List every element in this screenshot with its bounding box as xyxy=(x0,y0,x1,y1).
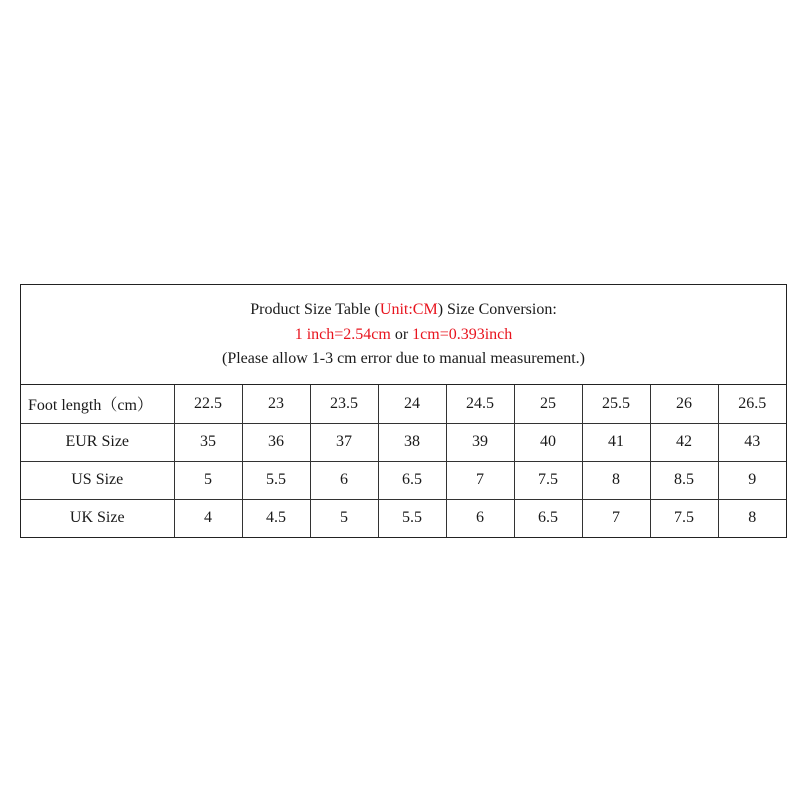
table-cell: 7 xyxy=(582,499,650,537)
row-label: UK Size xyxy=(21,499,174,537)
table-cell: 42 xyxy=(650,423,718,461)
table-cell: 38 xyxy=(378,423,446,461)
table-row-uk-size xyxy=(21,499,786,537)
row-label: US Size xyxy=(21,461,174,499)
table-cell: 24 xyxy=(378,385,446,423)
table-cell: 39 xyxy=(446,423,514,461)
chart-header xyxy=(21,285,786,385)
table-cell: 7 xyxy=(446,461,514,499)
table-cell: 8 xyxy=(582,461,650,499)
table-cell: 9 xyxy=(718,461,786,499)
cm-to-inch: 1cm=0.393inch xyxy=(412,325,513,343)
table-row-us-size xyxy=(21,461,786,499)
table-cell: 23.5 xyxy=(310,385,378,423)
table-cell: 6.5 xyxy=(514,499,582,537)
header-disclaimer: (Please allow 1-3 cm error due to manual measurement.) xyxy=(222,350,585,368)
table-cell: 36 xyxy=(242,423,310,461)
table-cell: 4 xyxy=(174,499,242,537)
header-unit-highlight: Unit:CM xyxy=(379,301,438,319)
table-row-eur-size xyxy=(21,423,786,461)
table-cell: 25.5 xyxy=(582,385,650,423)
table-cell: 40 xyxy=(514,423,582,461)
table-cell: 6 xyxy=(310,461,378,499)
table-cell: 8.5 xyxy=(650,461,718,499)
table-cell: 43 xyxy=(718,423,786,461)
header-conversion-line xyxy=(295,323,513,348)
table-cell: 7.5 xyxy=(514,461,582,499)
table-cell: 8 xyxy=(748,509,757,527)
header-title-line xyxy=(250,298,557,323)
header-title-after: ) Size Conversion: xyxy=(437,301,557,319)
table-cell: 26 xyxy=(650,385,718,423)
table-cell: 37 xyxy=(310,423,378,461)
table-cell: 4.5 xyxy=(242,499,310,537)
row-label: Foot length（cm） xyxy=(21,385,174,423)
size-chart xyxy=(20,284,787,538)
table-cell: 6.5 xyxy=(378,461,446,499)
header-title-before: Product Size Table ( xyxy=(250,301,380,319)
table-cell: 5.5 xyxy=(378,499,446,537)
table-cell: 5.5 xyxy=(242,461,310,499)
table-cell: 26.5 xyxy=(718,385,786,423)
table-cell: 24.5 xyxy=(446,385,514,423)
table-cell: 22.5 xyxy=(174,385,242,423)
inch-to-cm: 1 inch=2.54cm xyxy=(294,325,391,343)
row-label: EUR Size xyxy=(21,423,174,461)
table-cell: 41 xyxy=(582,423,650,461)
table-cell: 7.5 xyxy=(650,499,718,537)
table-cell: 6 xyxy=(446,499,514,537)
table-cell: 35 xyxy=(174,423,242,461)
size-table xyxy=(21,385,786,537)
table-row-foot-length xyxy=(21,385,786,423)
table-cell: 25 xyxy=(514,385,582,423)
conversion-separator: or xyxy=(390,325,413,343)
table-cell: 5 xyxy=(174,461,242,499)
table-cell: 23 xyxy=(242,385,310,423)
table-cell: 5 xyxy=(310,499,378,537)
